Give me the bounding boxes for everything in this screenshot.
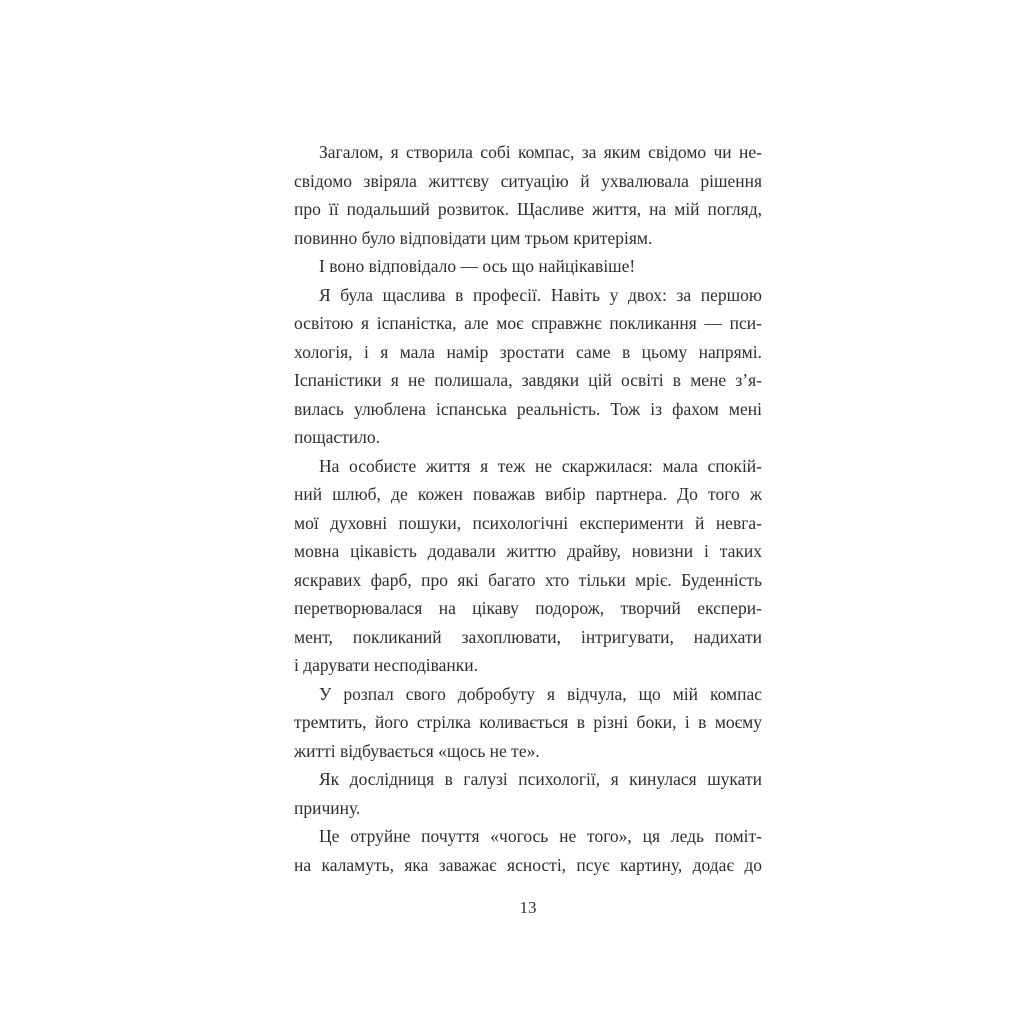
- text-line: мент, покликаний захоплювати, інтригувати, надихати: [294, 626, 762, 647]
- text-line: освітою я іспаністка, але моє справжнє покликання — пси-: [294, 313, 762, 333]
- text-line: І воно відповідало — ось що найцікавіше!: [319, 256, 636, 276]
- text-line: вилась улюблена іспанська реальність. Тож із фахом мені: [294, 398, 762, 419]
- text-line: хологія, і я мала намір зростати саме в цьому напрямі.: [294, 341, 762, 362]
- text-line: тремтить, його стрілка коливається в різні боки, і в моєму: [294, 712, 762, 732]
- text-line: Іспаністики я не полишала, завдяки цій освіті в мене з’я-: [294, 370, 762, 390]
- paragraph: [294, 765, 762, 822]
- text-line: Я була щаслива в професії. Навіть у двох: за першою: [319, 284, 762, 305]
- text-line: і дарувати несподіванки.: [294, 655, 479, 675]
- text-column: [294, 138, 762, 879]
- paragraph: [294, 281, 762, 452]
- text-line: повинно було відповідати цим трьом критеріям.: [294, 227, 653, 248]
- text-line: житті відбувається «щось не те».: [294, 740, 540, 761]
- text-line: про її подальший розвиток. Щасливе життя, на мій погляд,: [294, 199, 762, 219]
- text-line: на каламуть, яка заважає ясності, псує картину, додає до: [294, 854, 762, 875]
- text-line: ний шлюб, де кожен поважав вибір партнера. До того ж: [294, 484, 762, 504]
- text-line: перетворювалася на цікаву подорож, творчий експери-: [294, 598, 762, 618]
- text-line: мої духовні пошуки, психологічні експерименти й невга-: [294, 512, 762, 533]
- text-line: Як дослідниця в галузі психології, я кинулася шукати: [319, 769, 762, 789]
- text-line: Загалом, я створила собі компас, за яким свідомо чи не-: [319, 142, 762, 162]
- paragraph: [294, 138, 762, 252]
- text-line: У розпал свого добробуту я відчула, що мій компас: [319, 683, 762, 704]
- text-line: яскравих фарб, про які багато хто тільки мріє. Буденність: [294, 569, 762, 590]
- paragraph: [294, 452, 762, 680]
- paragraph: [294, 680, 762, 766]
- paragraph: [294, 822, 762, 879]
- text-line: причину.: [294, 797, 361, 818]
- text-line: Це отруйне почуття «чогось не того», ця ледь поміт-: [319, 826, 762, 846]
- page-number: 13: [519, 898, 537, 917]
- text-line: пощастило.: [294, 427, 380, 447]
- text-line: свідомо звіряла життєву ситуацію й ухвалювала рішення: [294, 170, 762, 191]
- text-line: мовна цікавість додавали життю драйву, новизни і таких: [294, 541, 762, 561]
- paragraph: [294, 252, 762, 281]
- text-line: На особисте життя я теж не скаржилася: мала спокій-: [319, 455, 762, 476]
